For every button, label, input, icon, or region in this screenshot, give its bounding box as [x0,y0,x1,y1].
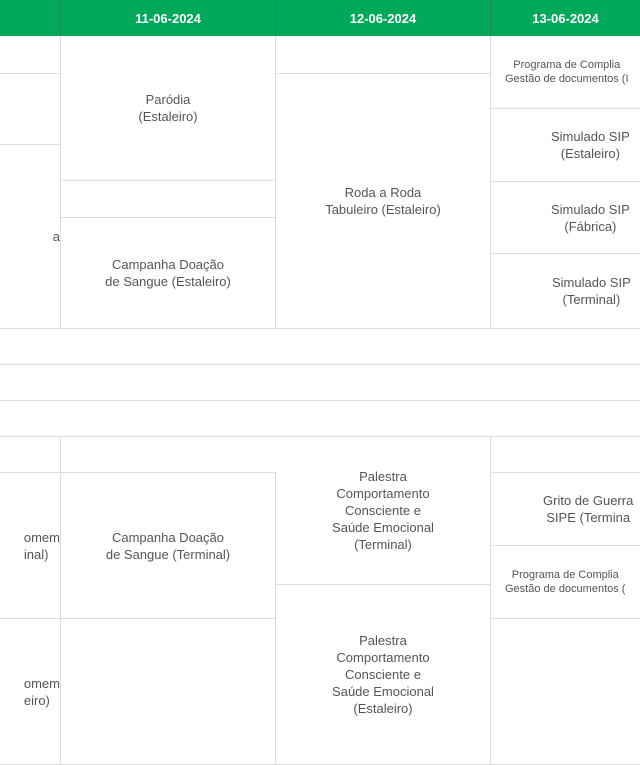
empty-slot [276,36,491,74]
event-title: omem eiro) [23,675,60,708]
event-card-sip-fabrica[interactable] [491,182,640,254]
event-title: Programa de Complia Gestão de documentos (I [505,59,629,85]
empty-row [0,401,640,437]
empty-slot [0,437,61,473]
empty-slot [61,181,276,218]
event-title: Simulado SIP (Fábrica) [551,201,630,234]
event-card-compliance[interactable] [491,36,640,109]
event-title: Paródia (Estaleiro) [138,92,198,124]
empty-slot [0,36,61,74]
event-card-doacao-terminal[interactable] [61,473,276,619]
event-title: Campanha Doação de Sangue (Terminal) [105,529,231,562]
event-card-clipped[interactable] [0,619,61,765]
empty-slot [61,437,276,473]
event-card-grito-de-guerra[interactable] [491,473,640,546]
event-card-compliance[interactable] [491,546,640,619]
event-card-parodia[interactable] [61,36,276,181]
event-title: Roda a Roda Tabuleiro (Estaleiro) [325,185,441,217]
empty-row [0,365,640,401]
header-cell-prev [0,0,61,36]
header-date-2: 12-06-2024 [276,0,491,36]
event-title: Campanha Doação de Sangue (Estaleiro) [105,257,231,289]
event-title: omem inal) [23,529,60,562]
event-title: Palestra Comportamento Consciente e Saúde Emocional (Estaleiro) [332,633,434,716]
event-title: Simulado SIP (Terminal) [552,275,631,307]
event-card-roda-a-roda[interactable] [276,74,491,329]
event-card-palestra-terminal[interactable] [276,437,491,585]
event-card-sip-terminal[interactable] [491,254,640,329]
event-title: Simulado SIP (Estaleiro) [551,129,630,161]
empty-slot [0,74,61,145]
event-title: Grito de Guerra SIPE (Termina [543,493,634,525]
event-card-clipped[interactable] [0,473,61,619]
header-date-1: 11-06-2024 [61,0,276,36]
event-title: Programa de Complia Gestão de documentos ( [505,569,626,595]
empty-row [0,329,640,365]
empty-slot [491,437,640,473]
event-card-doacao-estaleiro[interactable] [61,218,276,329]
event-title: a [52,229,60,244]
header-date-3: 13-06-2024 [491,0,640,36]
empty-slot [61,619,276,765]
event-card-sip-estaleiro[interactable] [491,109,640,182]
event-card-clipped[interactable] [0,145,61,329]
empty-slot [491,619,640,765]
event-card-palestra-estaleiro[interactable] [276,585,491,765]
event-title: Palestra Comportamento Consciente e Saúde Emocional (Terminal) [332,469,434,552]
